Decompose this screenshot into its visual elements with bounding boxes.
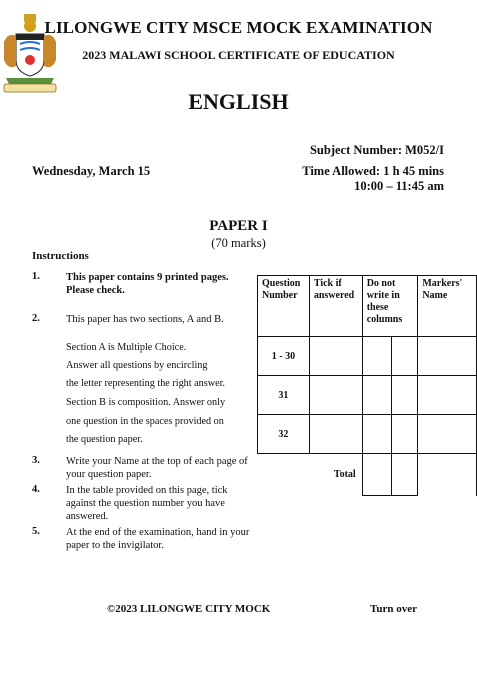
question-cell: 31 xyxy=(258,376,310,415)
marks-cell xyxy=(362,415,391,454)
table-row xyxy=(258,337,477,376)
instruction-text: At the end of the examination, hand in your paper to the invigilator. xyxy=(66,527,250,551)
total-cell xyxy=(391,454,418,496)
col-question-number: Question Number xyxy=(258,276,310,337)
paper-title: PAPER I xyxy=(209,218,268,234)
marker-name-cell xyxy=(418,376,477,415)
marks-cell xyxy=(391,337,418,376)
tick-cell[interactable] xyxy=(309,415,362,454)
time-range: 10:00 – 11:45 am xyxy=(354,179,444,193)
marks-table xyxy=(257,275,477,496)
col-tick: Tick if answered xyxy=(309,276,362,337)
marks-cell xyxy=(362,337,391,376)
subject-name: ENGLISH xyxy=(188,89,289,114)
paper-marks: (70 marks) xyxy=(211,236,266,250)
exam-subtitle: 2023 MALAWI SCHOOL CERTIFICATE OF EDUCATION xyxy=(82,48,395,62)
instruction-number: 4. xyxy=(32,484,40,495)
exam-title: LILONGWE CITY MSCE MOCK EXAMINATION xyxy=(44,18,433,37)
instruction-number: 3. xyxy=(32,455,40,466)
instruction-text: In the table provided on this page, tick against the question number you have answered. xyxy=(66,485,228,522)
instruction-line: Answer all questions by encircling xyxy=(66,360,208,371)
instruction-text: This paper has two sections, A and B. xyxy=(66,314,224,325)
total-row xyxy=(258,454,477,496)
instruction-text: This paper contains 9 printed pages. Please check. xyxy=(66,272,229,296)
exam-date: Wednesday, March 15 xyxy=(32,164,151,178)
table-row xyxy=(258,376,477,415)
instruction-number: 5. xyxy=(32,526,40,537)
footer-turn-over: Turn over xyxy=(370,603,417,615)
table-row xyxy=(258,415,477,454)
instruction-line: Section B is composition. Answer only xyxy=(66,397,226,408)
question-cell: 1 - 30 xyxy=(258,337,310,376)
tick-cell[interactable] xyxy=(309,337,362,376)
col-markers-name: Markers' Name xyxy=(418,276,477,337)
col-do-not-write: Do not write in these columns xyxy=(362,276,418,337)
instruction-line: the question paper. xyxy=(66,434,143,445)
total-cell xyxy=(362,454,391,496)
footer-copyright: ©2023 LILONGWE CITY MOCK xyxy=(107,603,271,615)
subject-number: Subject Number: M052/I xyxy=(309,143,444,157)
tick-cell[interactable] xyxy=(309,376,362,415)
marker-name-cell xyxy=(418,337,477,376)
instructions-heading: Instructions xyxy=(32,250,89,262)
time-allowed: Time Allowed: 1 h 45 mins xyxy=(302,164,444,178)
marks-cell xyxy=(391,376,418,415)
total-label: Total xyxy=(333,469,356,481)
marker-name-cell xyxy=(418,415,477,454)
question-cell: 32 xyxy=(258,415,310,454)
instruction-text: Write your Name at the top of each page of your question paper. xyxy=(66,456,248,480)
instruction-line: one question in the spaces provided on xyxy=(66,416,224,427)
instruction-line: the letter representing the right answer. xyxy=(66,378,225,389)
marks-cell xyxy=(391,415,418,454)
instruction-line: Section A is Multiple Choice. xyxy=(66,342,187,353)
instruction-number: 2. xyxy=(32,313,40,324)
marks-cell xyxy=(362,376,391,415)
instruction-number: 1. xyxy=(32,271,40,282)
